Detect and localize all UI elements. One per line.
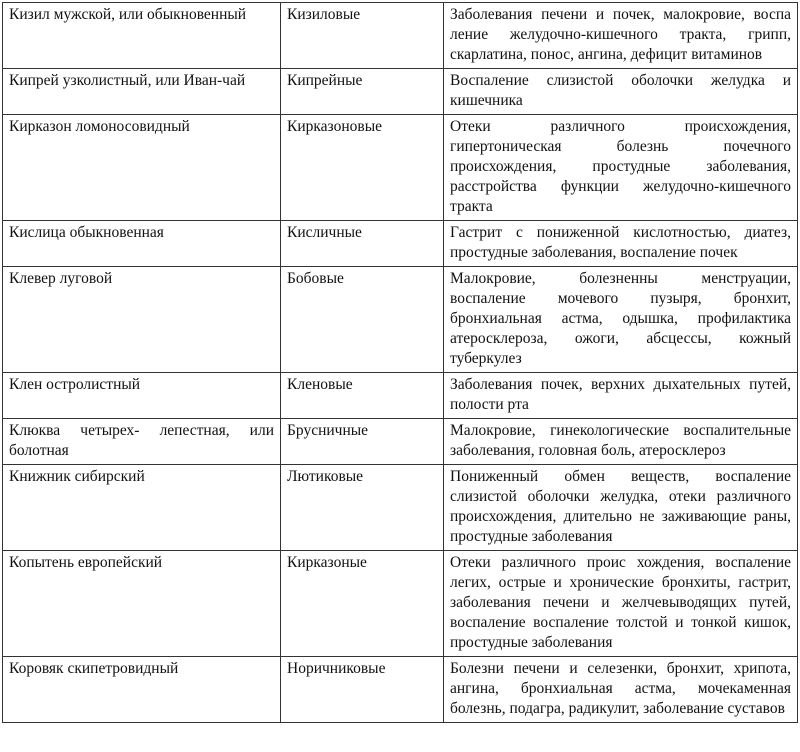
table-row xyxy=(3,69,798,115)
plant-name-cell: Клевер луговой xyxy=(3,267,281,373)
uses-cell: Заболевания печени и почек, малокровие, воспа ление желудочно-кишечного тракта, грипп, скарлатина, понос, ангина, дефицит витаминов xyxy=(444,3,798,69)
family-cell: Кленовые xyxy=(281,373,444,419)
plant-name-cell: Кислица обыкновенная xyxy=(3,221,281,267)
uses-cell: Отеки различного пpoиc хождения, воспаление легих, острые и хронические бронхиты, гастрит, заболевания печени и желчевыводящих путей, воспаление воспаление толстой и тонкой кишок, простудные заболевания xyxy=(444,551,798,657)
uses-cell: Гастрит с пониженной кислотностью, диатез, простудные заболевания, воспаление почек xyxy=(444,221,798,267)
uses-cell: Малокровие, болезненны менструации, воспаление мочевого пузыря, бронхит, бронхиальная астма, одышка, профилактика атеросклероза, ожоги, абсцессы, кожный туберкулез xyxy=(444,267,798,373)
plant-name-cell: Кизил мужской, или обыкновенный xyxy=(3,3,281,69)
table-row xyxy=(3,465,798,551)
uses-cell: Малокровие, гинекологические воспалительные заболевания, головная боль, атеросклероз xyxy=(444,419,798,465)
family-cell: Бобовые xyxy=(281,267,444,373)
family-cell: Лютиковые xyxy=(281,465,444,551)
uses-cell: Пониженный обмен веществ, воспаление слизистой оболочки желудка, отеки различного происхождения, длительно не заживающие раны, простудные заболевания xyxy=(444,465,798,551)
uses-cell: Болезни печени и селезенки, бронхит, хрипота, ангина, бронхиальная астма, мочекаменная болезнь, подагра, радикулит, заболевание суставов xyxy=(444,657,798,723)
family-cell: Норичниковые xyxy=(281,657,444,723)
uses-cell: Заболевания почек, верхних дыхательных путей, полости рта xyxy=(444,373,798,419)
family-cell: Кирказоновые xyxy=(281,115,444,221)
plant-name-cell: Клен остролистный xyxy=(3,373,281,419)
table-row xyxy=(3,419,798,465)
plant-name-cell: Кирказон ломоносовидный xyxy=(3,115,281,221)
uses-cell: Воспаление слизистой оболочки желудка и кишечника xyxy=(444,69,798,115)
plant-name-cell: Коровяк скипетровидный xyxy=(3,657,281,723)
plant-name-cell: Кипрей узколистный, или Иван-чай xyxy=(3,69,281,115)
document-page xyxy=(2,2,798,723)
table-row xyxy=(3,551,798,657)
plants-table xyxy=(2,2,798,723)
table-row xyxy=(3,3,798,69)
table-row xyxy=(3,267,798,373)
family-cell: Кипрейные xyxy=(281,69,444,115)
table-row xyxy=(3,373,798,419)
plant-name-cell: Книжник сибирский xyxy=(3,465,281,551)
plant-name-cell: Копытень европейский xyxy=(3,551,281,657)
family-cell: Кисличные xyxy=(281,221,444,267)
table-row xyxy=(3,657,798,723)
table-row xyxy=(3,115,798,221)
table-row xyxy=(3,221,798,267)
family-cell: Кизиловые xyxy=(281,3,444,69)
family-cell: Кирказоные xyxy=(281,551,444,657)
plant-name-cell: Клюква четырех- лепестная, или болотная xyxy=(3,419,281,465)
family-cell: Брусничные xyxy=(281,419,444,465)
uses-cell: Отеки различного происхождения, гипертоническая болезнь почечного происхождения, простудные заболевания, расстройства функции желудочно-кишечного тракта xyxy=(444,115,798,221)
